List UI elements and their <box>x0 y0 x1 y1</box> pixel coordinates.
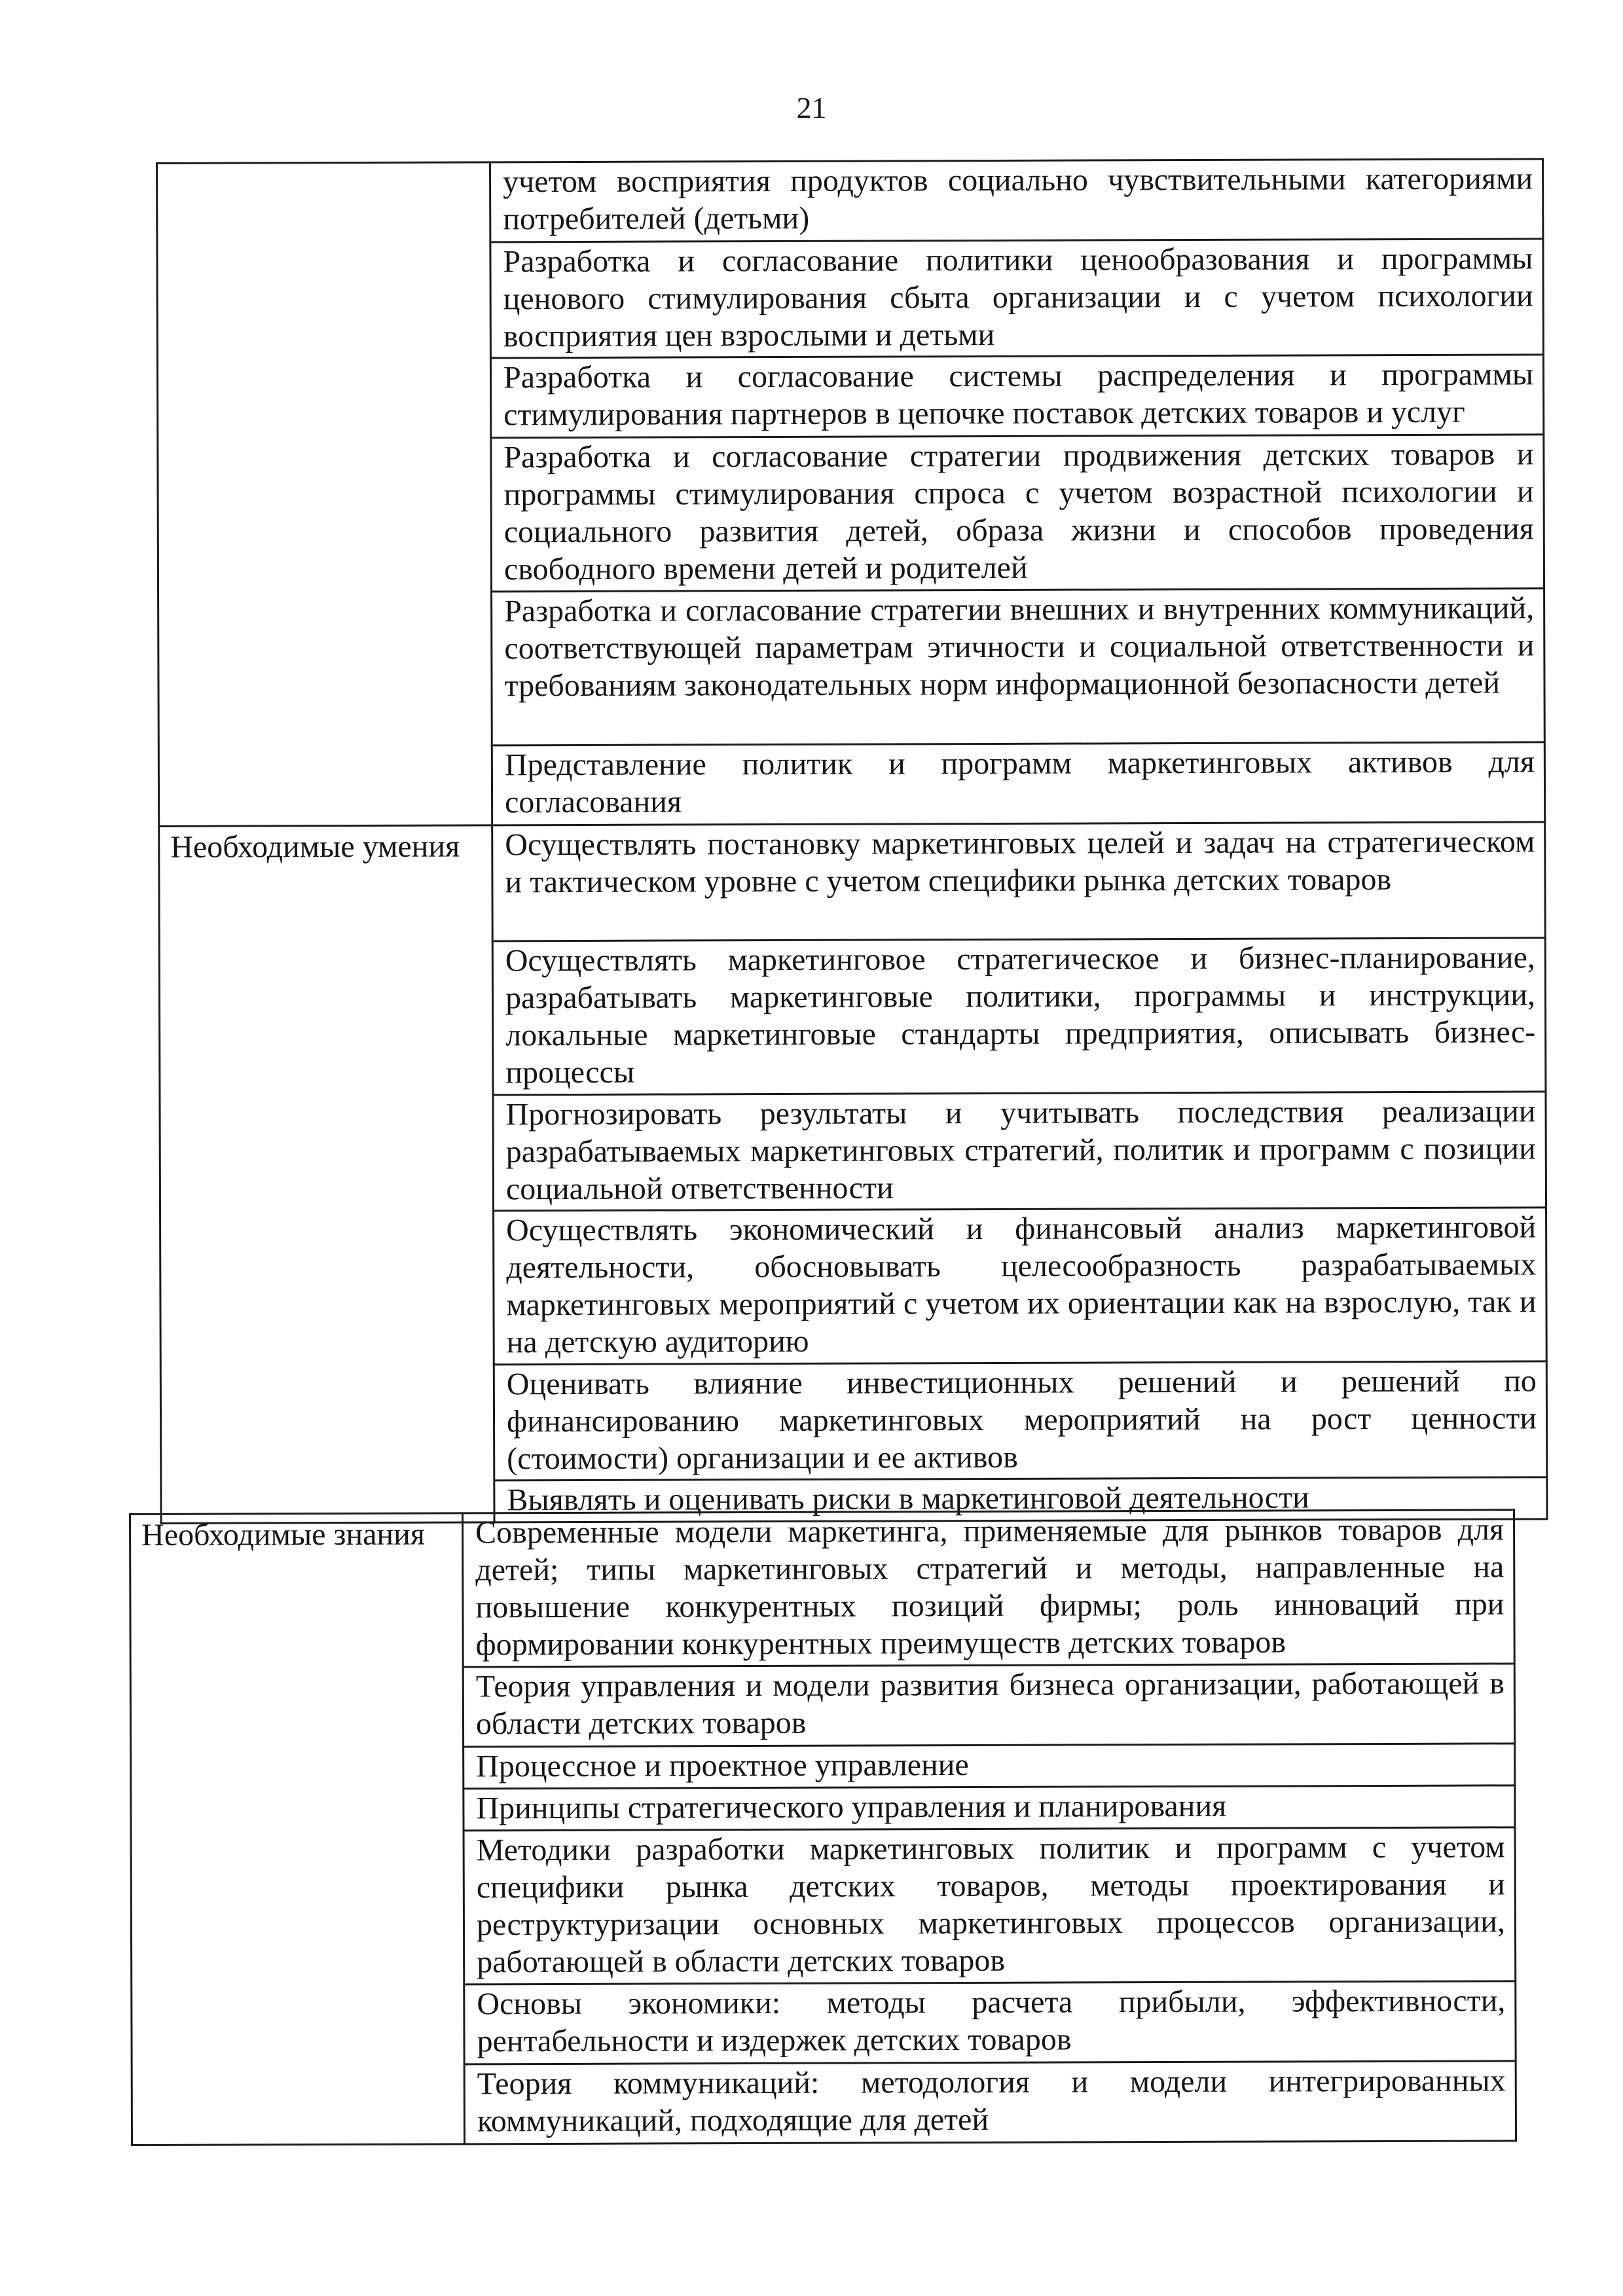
row-label-empty <box>157 162 492 827</box>
table-cell: Основы экономики: методы расчета прибыли, эффективности, рентабельности и издержек детских товаров <box>464 1981 1516 2064</box>
table-cell: Осуществлять экономический и финансовый анализ маркетинговой деятельности, обосновывать целесообразность разрабатываемых маркетинговых мероприятий с учетом их ориентации как на взрослую, так и на детскую аудиторию <box>494 1208 1547 1365</box>
table-row <box>159 822 1546 942</box>
table-cell: Разработка и согласование стратегии внешних и внутренних коммуникаций, соответствующей параметрам этичности и социальной ответственности и требованиям законодательных норм информационной безопасности детей <box>492 588 1545 745</box>
table-cell: Разработка и согласование системы распределения и программы стимулирования партнеров в цепочке поставок детских товаров и услуг <box>490 355 1543 438</box>
table-cell: Разработка и согласование политики ценообразования и программы ценового стимулирования сбыта организации и с учетом психологии восприятия цен взрослыми и детьми <box>490 239 1544 358</box>
knowledge-table <box>129 1509 1517 2146</box>
table-cell: Процессное и проектное управление <box>464 1744 1515 1789</box>
table-cell: Теория коммуникаций: методология и модели интегрированных коммуникаций, подходящие для детей <box>464 2061 1516 2144</box>
table-cell: Оценивать влияние инвестиционных решений и решений по финансированию маркетинговых мероприятий на рост ценности (стоимости) организации и ее активов <box>494 1361 1547 1480</box>
table-cell: Разработка и согласование стратегии продвижения детских товаров и программы стимулирования спроса с учетом возрастной психологии и социального развития детей, образа жизни и способов проведения свободного времени детей и родителей <box>491 435 1544 592</box>
page-number: 21 <box>796 91 827 124</box>
competency-table <box>156 158 1548 1524</box>
table-cell: Прогнозировать результаты и учитывать последствия реализации разрабатываемых маркетинговых стратегий, политик и программ с позиции социальной ответственности <box>493 1092 1546 1211</box>
table-row <box>157 159 1543 243</box>
row-label-knowledge: Необходимые знания <box>130 1513 465 2145</box>
table-cell: Теория управления и модели развития бизнеса организации, работающей в области детских товаров <box>463 1664 1514 1747</box>
table-cell: Принципы стратегического управления и планирования <box>464 1785 1515 1831</box>
table-cell: Методики разработки маркетинговых политик и программ с учетом специфики рынка детских товаров, методы проектирования и реструктуризации основных маркетинговых процессов организации, работающей в области детских товаров <box>464 1827 1516 1984</box>
table-cell: Современные модели маркетинга, применяемые для рынков товаров для детей; типы маркетинговых стратегий и методы, направленные на повышение конкурентных позиций фирмы; роль инноваций при формировании конкурентных преимуществ детских товаров <box>463 1510 1515 1667</box>
table-cell: учетом восприятия продуктов социально чувствительными категориями потребителей (детьми) <box>490 159 1543 242</box>
table-cell: Осуществлять постановку маркетинговых целей и задач на стратегическом и тактическом уровне с учетом специфики рынка детских товаров <box>492 822 1546 941</box>
table-cell: Выявлять и оценивать риски в маркетинговой деятельности <box>494 1477 1547 1522</box>
row-label-skills: Необходимые умения <box>159 825 494 1524</box>
table-row <box>130 1510 1515 1668</box>
table-cell: Осуществлять маркетинговое стратегическое и бизнес-планирование, разрабатывать маркетинговые политики, программы и инструкции, локальные маркетинговые стандарты предприятия, описывать бизнес-процессы <box>492 938 1546 1095</box>
table-cell: Представление политик и программ маркетинговых активов для согласования <box>492 742 1544 825</box>
